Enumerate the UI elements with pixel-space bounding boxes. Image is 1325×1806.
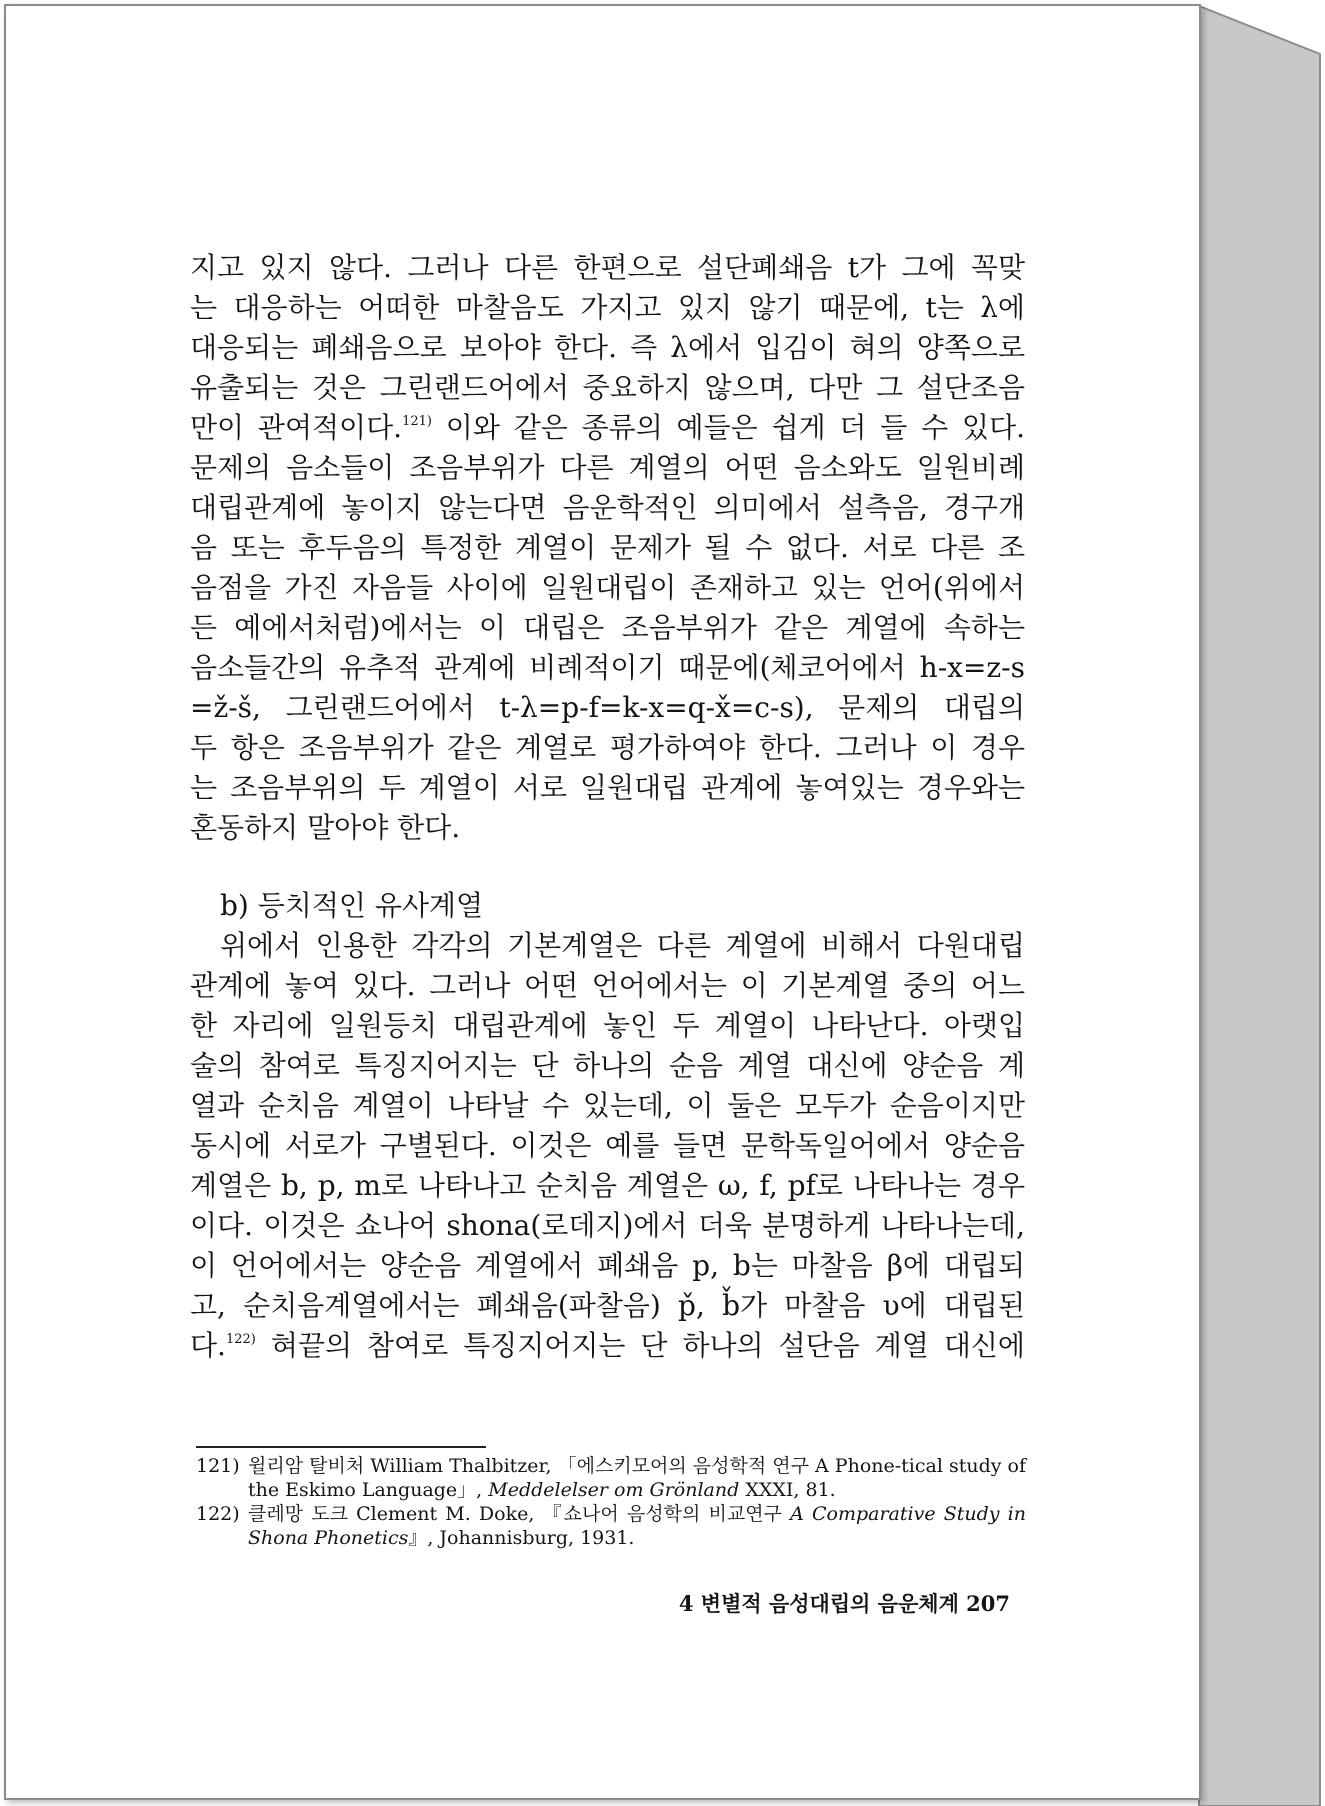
text-line-with-footnote xyxy=(190,408,1025,448)
text-line: 위에서 인용한 각각의 기본계열은 다른 계열에 비해서 다원대립 xyxy=(220,929,1025,962)
text-line: 대립관계에 놓이지 않는다면 음운학적인 의미에서 설측음, 경구개 xyxy=(190,491,1025,524)
running-footer: 4 변별적 음성대립의 음운체계 207 xyxy=(678,1591,1010,1616)
body-text xyxy=(190,248,1025,1366)
text-line: 유출되는 것은 그린랜드어에서 중요하지 않으며, 다만 그 설단조음 xyxy=(190,371,1025,404)
footnote-122 xyxy=(196,1502,1026,1550)
text-line: 열과 순치음 계열이 나타날 수 있는데, 이 둘은 모두가 순음이지만 xyxy=(190,1089,1025,1122)
text-line: 관계에 놓여 있다. 그러나 어떤 언어에서는 이 기본계열 중의 어느 xyxy=(190,969,1025,1002)
section-heading: b) 등치적인 유사계열 xyxy=(220,889,484,922)
footnotes xyxy=(196,1454,1026,1550)
footnote-text: 』, Johannisburg, 1931. xyxy=(408,1527,635,1549)
footnote-number: 122) xyxy=(196,1503,240,1525)
text-line-with-footnote xyxy=(190,1326,1025,1366)
text-segment: 이와 같은 종류의 예들은 쉽게 더 들 수 있다. xyxy=(445,411,1025,444)
text-line: =ž-š, 그린랜드어에서 t-λ=p-f=k-x=q-x̌=c-s), 문제의 대립의 xyxy=(190,691,1025,724)
footnote-ref-122: 122) xyxy=(225,1331,256,1347)
footnote-121 xyxy=(196,1454,1026,1502)
text-line: 는 조음부위의 두 계열이 서로 일원대립 관계에 놓여있는 경우와는 xyxy=(190,771,1025,804)
text-line: 동시에 서로가 구별된다. 이것은 예를 들면 문학독일어에서 양순음 xyxy=(190,1129,1025,1162)
text-line: 음 또는 후두음의 특정한 계열이 문제가 될 수 없다. 서로 다른 조 xyxy=(190,531,1025,564)
text-line: 지고 있지 않다. 그러나 다른 한편으로 설단폐쇄음 t가 그에 꼭맞 xyxy=(190,251,1025,284)
text-line: 고, 순치음계열에서는 폐쇄음(파찰음) p̌, b̌가 마찰음 υ에 대립된 xyxy=(190,1289,1025,1322)
footnote-italic: Meddelelser om Grönland xyxy=(488,1479,740,1501)
footnote-text: 윌리암 탈비처 William Thalbitzer, 「에스키모어의 음성학적 연구 A Phone-tical study of the Eskimo Language」, xyxy=(248,1455,1026,1501)
footnote-italic: A Comparative Study in Shona Phonetics xyxy=(248,1503,1026,1549)
text-line: 음소들간의 유추적 관계에 비례적이기 때문에(체코어에서 h-x=z-s xyxy=(190,651,1025,684)
text-line: 이다. 이것은 쇼나어 shona(로데지)에서 더욱 분명하게 나타나는데, xyxy=(190,1209,1025,1242)
text-line: 이 언어에서는 양순음 계열에서 폐쇄음 p, b는 마찰음 β에 대립되 xyxy=(190,1249,1025,1282)
text-line: 혼동하지 말아야 한다. xyxy=(190,811,461,844)
text-line: 는 대응하는 어떠한 마찰음도 가지고 있지 않기 때문에, t는 λ에 xyxy=(190,291,1025,324)
footnote-number: 121) xyxy=(196,1455,240,1477)
text-segment: 다. xyxy=(190,1329,226,1362)
text-line: 대응되는 폐쇄음으로 보아야 한다. 즉 λ에서 입김이 혀의 양쪽으로 xyxy=(190,331,1025,364)
text-line: 든 예에서처럼)에서는 이 대립은 조음부위가 같은 계열에 속하는 xyxy=(190,611,1025,644)
text-line: 한 자리에 일원등치 대립관계에 놓인 두 계열이 나타난다. 아랫입 xyxy=(190,1009,1025,1042)
text-line: 술의 참여로 특징지어지는 단 하나의 순음 계열 대신에 양순음 계 xyxy=(190,1049,1025,1082)
footnote-ref-121: 121) xyxy=(402,413,432,429)
footnote-rule xyxy=(196,1446,486,1448)
text-line: 음점을 가진 자음들 사이에 일원대립이 존재하고 있는 언어(위에서 xyxy=(190,571,1025,604)
text-line: 문제의 음소들이 조음부위가 다른 계열의 어떤 음소와도 일원비례 xyxy=(190,451,1025,484)
footnote-text: XXXI, 81. xyxy=(745,1479,836,1501)
text-segment: 만이 관여적이다. xyxy=(190,411,403,444)
text-line: 계열은 b, p, m로 나타나고 순치음 계열은 ω, f, pf로 나타나는 경우 xyxy=(190,1169,1025,1202)
text-segment: 혀끝의 참여로 특징지어지는 단 하나의 설단음 계열 대신에 xyxy=(270,1329,1025,1362)
footnote-text: 클레망 도크 Clement M. Doke, 『쇼나어 음성학의 비교연구 xyxy=(248,1503,782,1525)
text-line: 두 항은 조음부위가 같은 계열로 평가하여야 한다. 그러나 이 경우 xyxy=(190,731,1025,764)
